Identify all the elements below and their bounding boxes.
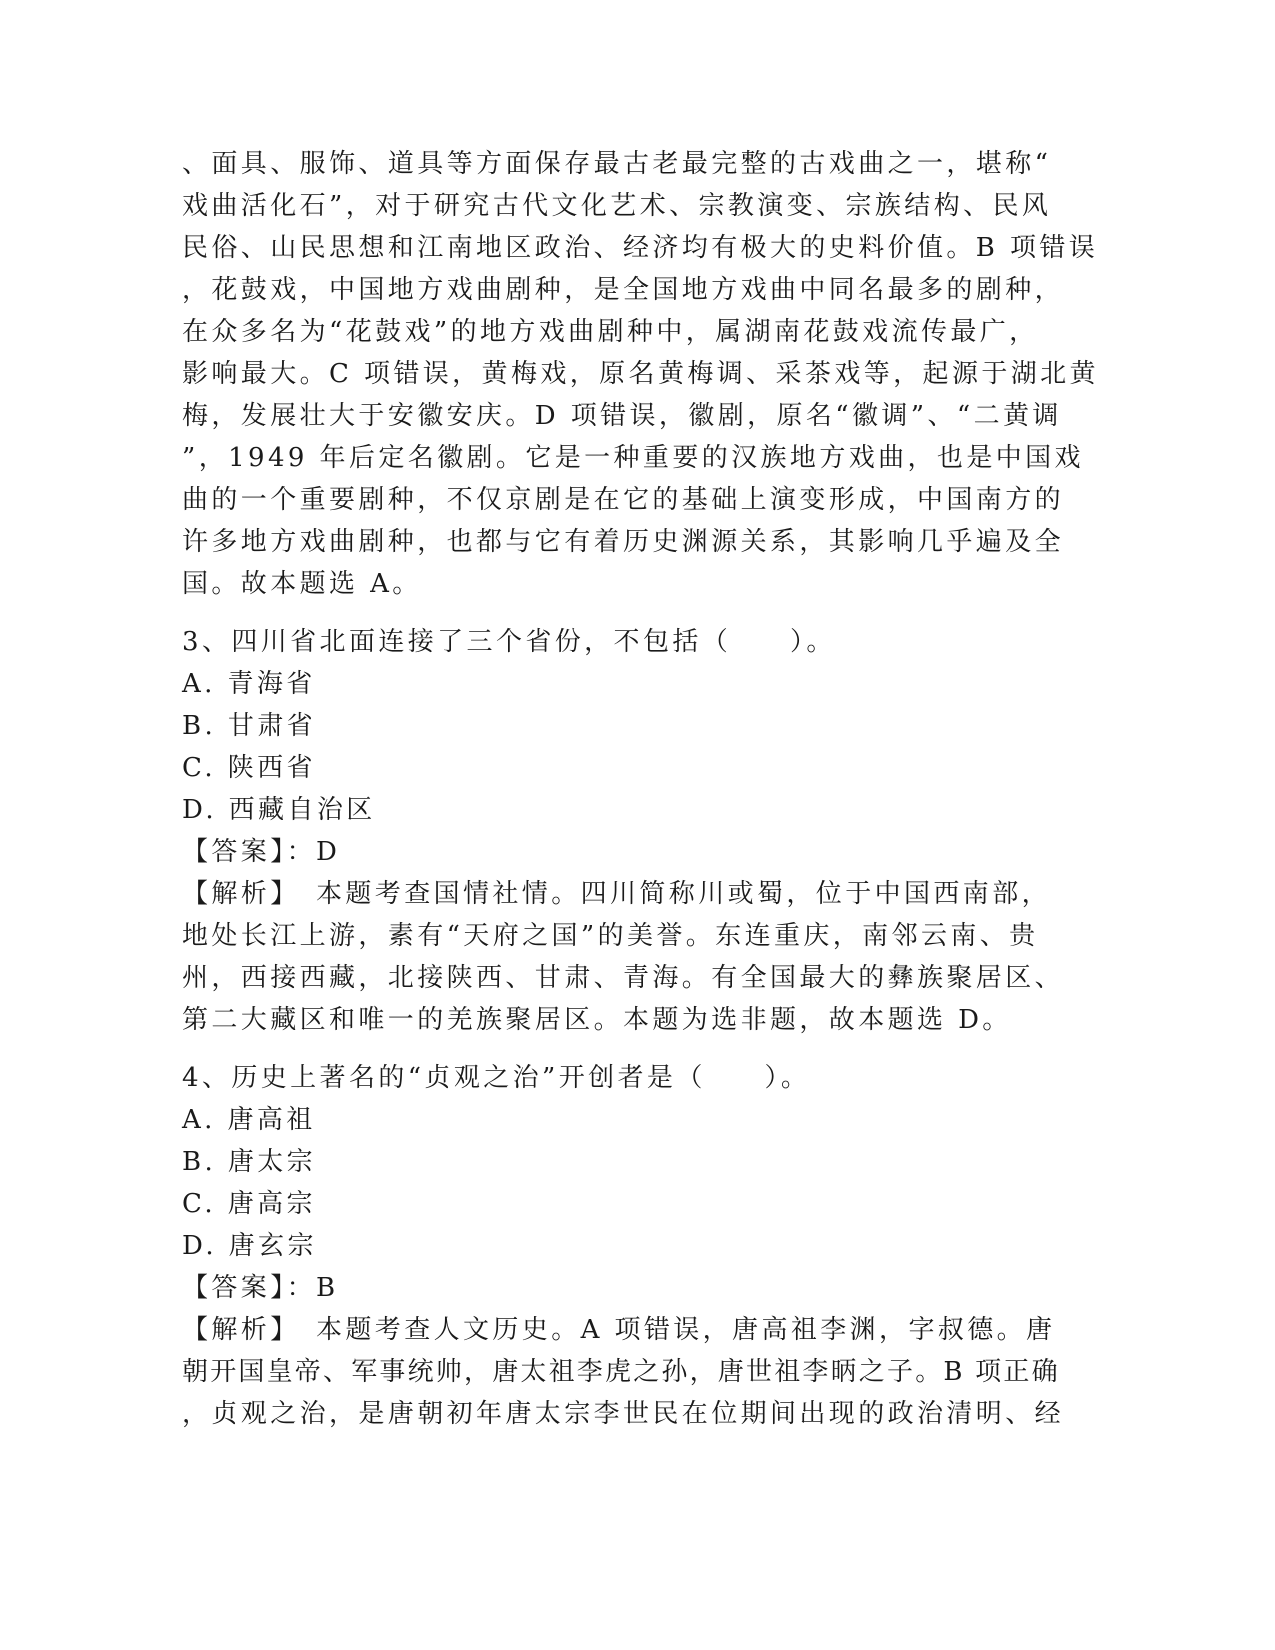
option-b: B. 甘肃省	[182, 711, 317, 741]
text-line: 许多地方戏曲剧种，也都与它有着历史渊源关系，其影响几乎遍及全	[182, 527, 1065, 557]
answer-line: 【答案】：B	[182, 1273, 339, 1303]
analysis-line: 州，西接西藏，北接陕西、甘肃、青海。有全国最大的彝族聚居区、	[182, 963, 1065, 993]
text-line: 、面具、服饰、道具等方面保存最古老最完整的古戏曲之一，堪称“	[182, 149, 1052, 179]
text-line: 在众多名为“花鼓戏”的地方戏曲剧种中，属湖南花鼓戏流传最广，	[182, 317, 1039, 347]
option-c: C. 陕西省	[182, 753, 316, 783]
option-a: A. 青海省	[182, 669, 316, 699]
analysis-line: 【解析】 本题考查人文历史。A 项错误，唐高祖李渊，字叔德。唐	[182, 1315, 1056, 1345]
option-c: C. 唐高宗	[182, 1189, 316, 1219]
question-stem: 3、四川省北面连接了三个省份，不包括（ ）。	[182, 627, 836, 657]
text-line: 梅，发展壮大于安徽安庆。D 项错误，徽剧，原名“徽调”、“二黄调	[182, 401, 1062, 431]
option-d: D. 西藏自治区	[182, 795, 376, 825]
continuation-paragraph	[182, 143, 1099, 605]
text-line: 民俗、山民思想和江南地区政治、经济均有极大的史料价值。B 项错误	[182, 233, 1099, 263]
option-b: B. 唐太宗	[182, 1147, 317, 1177]
option-a: A. 唐高祖	[182, 1105, 316, 1135]
analysis-line: 【解析】 本题考查国情社情。四川简称川或蜀，位于中国西南部，	[182, 879, 1052, 909]
text-line: 曲的一个重要剧种，不仅京剧是在它的基础上演变形成，中国南方的	[182, 485, 1065, 515]
analysis-line: ，贞观之治，是唐朝初年唐太宗李世民在位期间出现的政治清明、经	[182, 1399, 1065, 1429]
text-line: ”，1949 年后定名徽剧。它是一种重要的汉族地方戏曲，也是中国戏	[182, 443, 1084, 473]
text-line: 影响最大。C 项错误，黄梅戏，原名黄梅调、采茶戏等，起源于湖北黄	[182, 359, 1099, 389]
analysis-line: 地处长江上游，素有“天府之国”的美誉。东连重庆，南邻云南、贵	[182, 921, 1039, 951]
analysis-line: 第二大藏区和唯一的羌族聚居区。本题为选非题，故本题选 D。	[182, 1005, 1012, 1035]
document-page	[182, 143, 1099, 1435]
text-line: 戏曲活化石”，对于研究古代文化艺术、宗教演变、宗族结构、民风	[182, 191, 1052, 221]
question-stem: 4、历史上著名的“贞观之治”开创者是（ ）。	[182, 1063, 811, 1093]
question-3	[182, 621, 1082, 1041]
text-line: ，花鼓戏，中国地方戏曲剧种，是全国地方戏曲中同名最多的剧种，	[182, 275, 1065, 305]
option-d: D. 唐玄宗	[182, 1231, 317, 1261]
text-line: 国。故本题选 A。	[182, 569, 422, 599]
answer-line: 【答案】：D	[182, 837, 341, 867]
analysis-line: 朝开国皇帝、军事统帅，唐太祖李虎之孙，唐世祖李昞之子。B 项正确	[182, 1357, 1060, 1387]
question-4	[182, 1057, 1082, 1435]
